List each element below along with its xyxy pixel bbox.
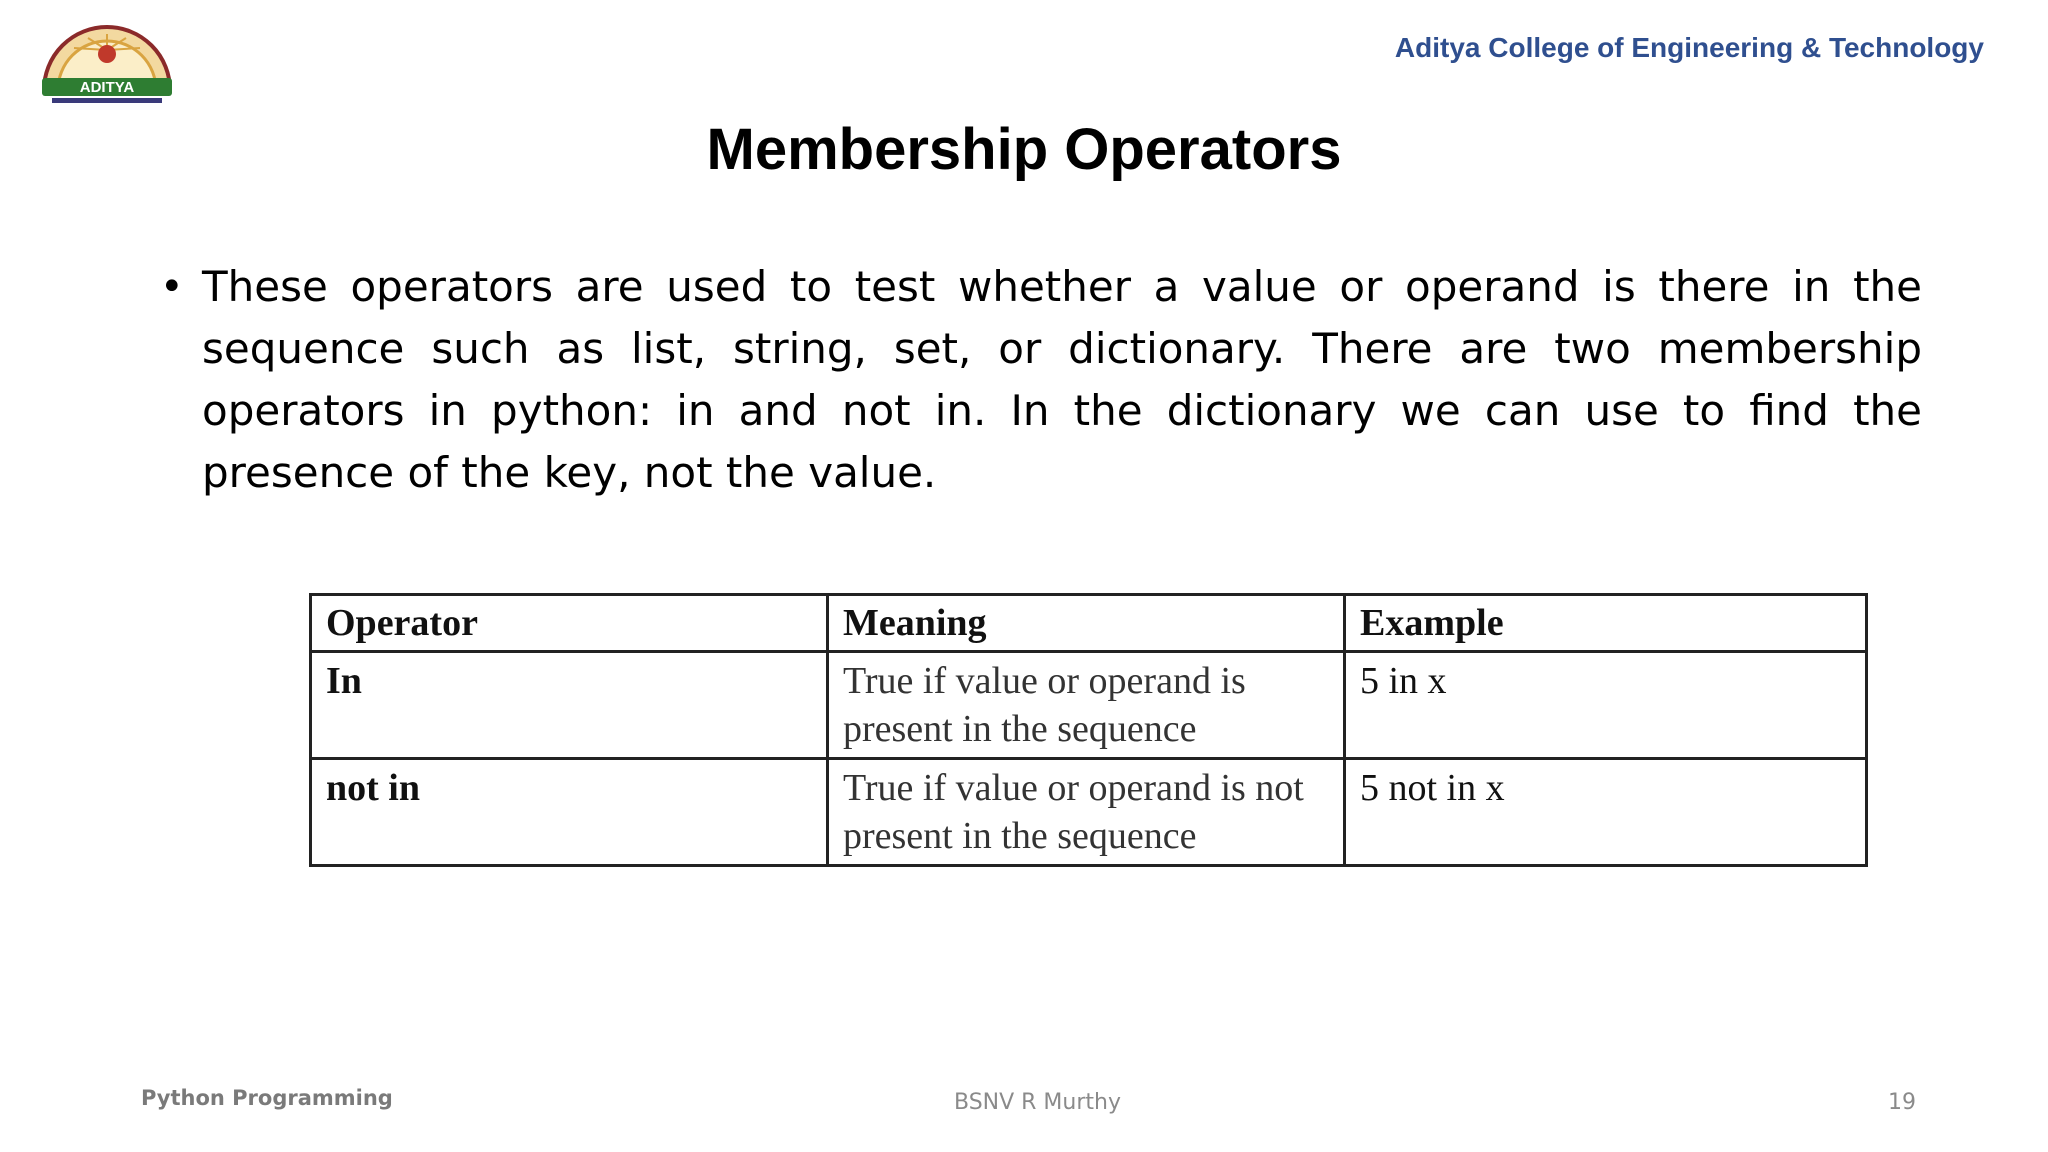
cell-example: 5 in x xyxy=(1345,652,1867,759)
table-header-row xyxy=(311,595,1867,652)
footer-author: BSNV R Murthy xyxy=(953,1090,1121,1115)
table-row xyxy=(311,759,1867,866)
header-example: Example xyxy=(1345,595,1867,652)
header-operator: Operator xyxy=(311,595,828,652)
college-name: Aditya College of Engineering & Technology xyxy=(1394,32,1984,63)
bullet-marker: • xyxy=(160,264,184,310)
header-meaning: Meaning xyxy=(828,595,1345,652)
cell-meaning: True if value or operand is present in the sequence xyxy=(828,652,1345,759)
slide-title: Membership Operators xyxy=(706,117,1342,182)
college-logo xyxy=(38,20,176,104)
cell-example: 5 not in x xyxy=(1345,759,1867,866)
operators-table xyxy=(309,593,1868,867)
bullet-list xyxy=(160,256,1922,504)
footer-page-number: 19 xyxy=(1888,1090,1916,1115)
cell-operator: not in xyxy=(311,759,828,866)
footer-course: Python Programming xyxy=(141,1086,393,1110)
table-row xyxy=(311,652,1867,759)
cell-operator: In xyxy=(311,652,828,759)
operators-table-container xyxy=(309,593,1865,867)
logo-text: ADITYA xyxy=(79,79,135,96)
cell-meaning: True if value or operand is not present in the sequence xyxy=(828,759,1345,866)
bullet-text: These operators are used to test whether a value or operand is there in the sequence such as list, string, set, or dictionary. There are two membership operators in python: in and not in. In the dictionary we can use to find the presence of the key, not the value. xyxy=(202,262,1922,497)
